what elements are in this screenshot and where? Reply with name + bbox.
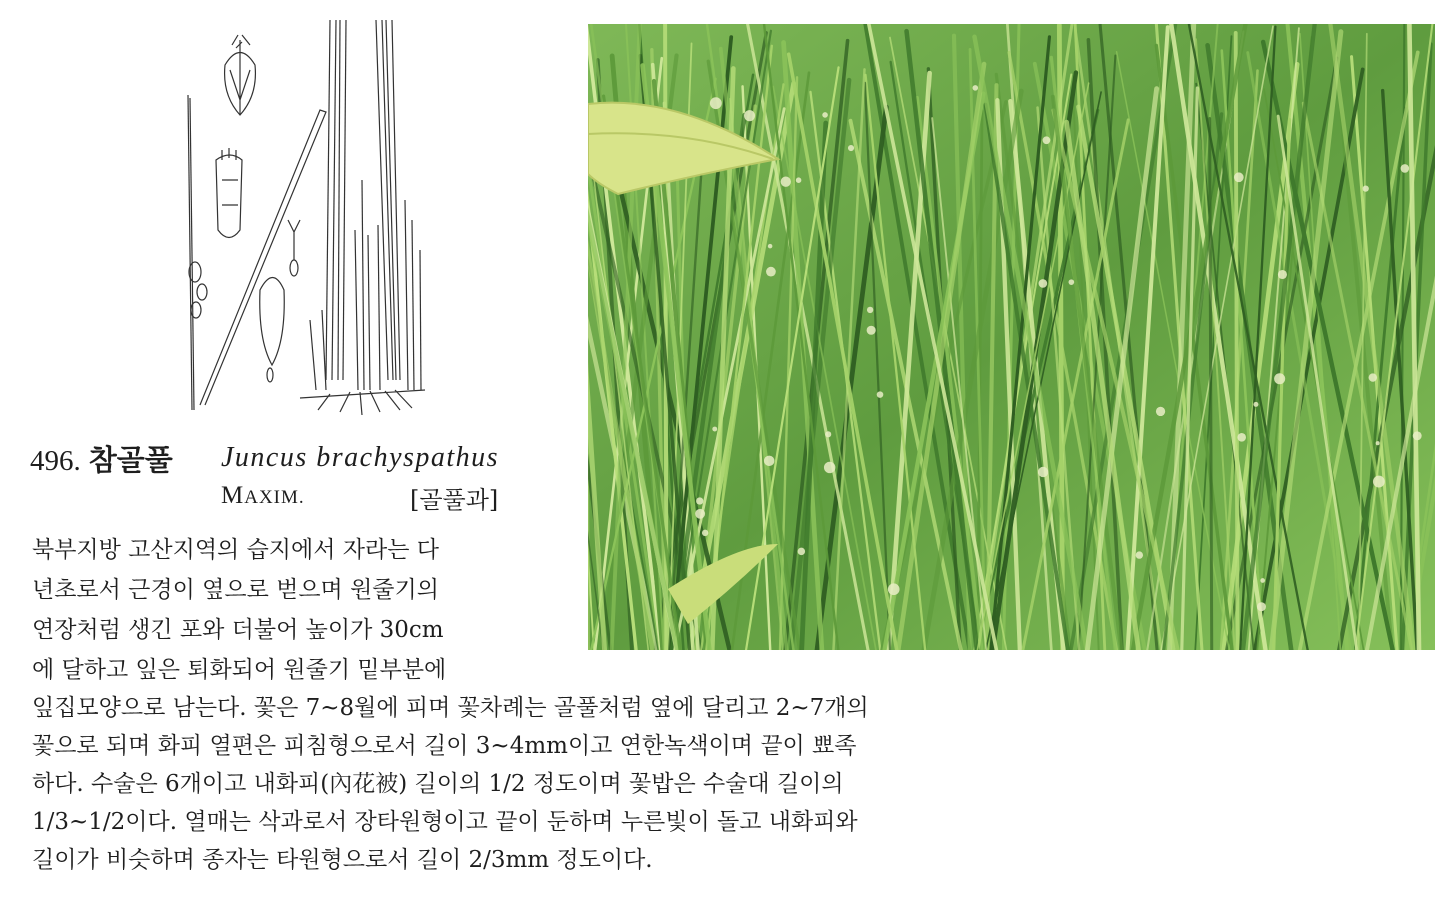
flower-cluster <box>877 391 884 398</box>
grass-photo <box>588 24 1435 650</box>
flower-cluster <box>1376 441 1380 445</box>
author-rest: AXIM. <box>244 487 305 508</box>
author-name <box>221 482 305 510</box>
flower-cluster <box>1253 402 1258 407</box>
flower-cluster <box>1369 373 1377 381</box>
description-line: 북부지방 고산지역의 습지에서 자라는 다 <box>32 537 439 563</box>
flower-cluster <box>848 145 854 151</box>
family-name: [골풀과] <box>410 486 499 514</box>
flower-cluster <box>1136 551 1143 558</box>
description-line: 하다. 수술은 6개이고 내화피(內花被) 길이의 1/2 정도이며 꽃밥은 수술대 길이의 <box>32 771 844 797</box>
description-line: 꽃으로 되며 화피 열편은 피침형으로서 길이 3~4mm이고 연한녹색이며 끝이 뾰족 <box>32 733 857 759</box>
flower-cluster <box>1043 136 1051 144</box>
flower-cluster <box>825 431 831 437</box>
entry-header <box>30 438 173 479</box>
flower-cluster <box>1373 476 1385 488</box>
flower-cluster <box>1038 467 1048 477</box>
flower-cluster <box>1237 433 1246 442</box>
scientific-name: Juncus brachyspathus <box>221 442 500 473</box>
grass-blade <box>1210 118 1212 650</box>
flower-cluster <box>822 112 828 118</box>
description-line: 1/3~1/2이다. 열매는 삭과로서 장타원형이고 끝이 둔하며 누른빛이 돌고 내화피와 <box>32 809 858 835</box>
flower-cluster <box>744 110 755 121</box>
entry-number: 496. <box>30 445 81 477</box>
plant-photo <box>588 24 1435 650</box>
flower-cluster <box>1260 578 1265 583</box>
flower-cluster <box>766 267 776 277</box>
flower-cluster <box>781 177 791 187</box>
flower-cluster <box>696 497 703 504</box>
flower-cluster <box>1156 407 1165 416</box>
flower-cluster <box>1278 270 1287 279</box>
flower-cluster <box>1413 431 1422 440</box>
korean-name: 참골풀 <box>88 443 173 477</box>
description-line: 길이가 비슷하며 종자는 타원형으로서 길이 2/3mm 정도이다. <box>32 847 653 873</box>
flower-cluster <box>867 307 873 313</box>
flower-cluster <box>710 97 722 109</box>
description-line: 에 달하고 잎은 퇴화되어 원줄기 밑부분에 <box>32 657 447 683</box>
flower-cluster <box>764 456 775 467</box>
flower-cluster <box>824 462 835 473</box>
flower-cluster <box>1401 164 1410 173</box>
description-line: 년초로서 근경이 옆으로 벋으며 원줄기의 <box>32 577 439 603</box>
flower-cluster <box>702 530 708 536</box>
flower-cluster <box>1274 373 1285 384</box>
flower-cluster <box>867 326 876 335</box>
flower-cluster <box>1069 279 1075 285</box>
flower-cluster <box>712 427 717 432</box>
flower-cluster <box>1257 602 1266 611</box>
flower-cluster <box>798 548 805 555</box>
flower-cluster <box>796 177 802 183</box>
grass-blade <box>1236 33 1238 650</box>
flower-cluster <box>1234 172 1244 182</box>
botanical-illustration <box>150 20 430 415</box>
description-line: 잎집모양으로 남는다. 꽃은 7~8월에 피며 꽃차례는 골풀처럼 옆에 달리고 2~7개의 <box>32 695 869 721</box>
flower-cluster <box>888 583 900 595</box>
author-initial: M <box>221 482 245 509</box>
flower-cluster <box>1363 186 1369 192</box>
flower-cluster <box>695 509 705 519</box>
description-line: 연장처럼 생긴 포와 더불어 높이가 30cm <box>32 617 444 643</box>
flower-cluster <box>768 244 773 249</box>
flower-cluster <box>1039 279 1048 288</box>
flower-cluster <box>973 85 979 91</box>
